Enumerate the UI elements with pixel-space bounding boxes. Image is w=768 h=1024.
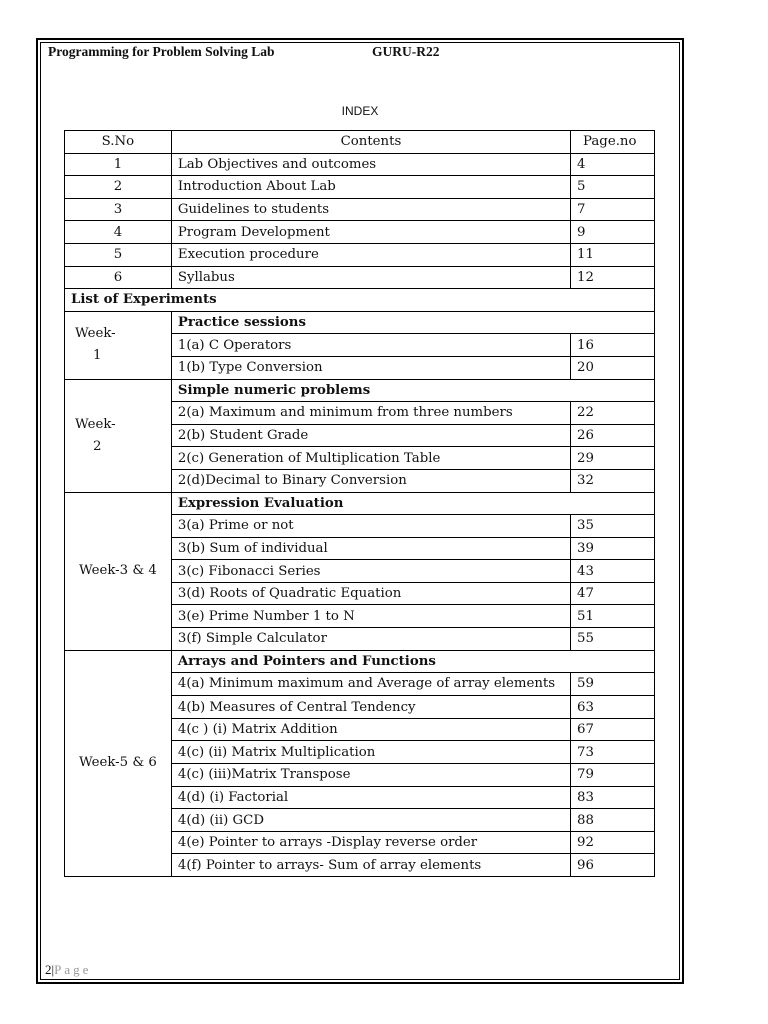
row-content: 4(f) Pointer to arrays- Sum of array elements xyxy=(171,854,570,877)
row-page: 26 xyxy=(571,424,655,447)
week-section-row xyxy=(65,311,655,334)
list-heading: List of Experiments xyxy=(65,289,655,312)
row-sno: 2 xyxy=(65,176,172,199)
table-row xyxy=(65,221,655,244)
row-content: 2(c) Generation of Multiplication Table xyxy=(171,447,570,470)
week-label-line2: 1 xyxy=(93,348,102,364)
row-content: Introduction About Lab xyxy=(171,176,570,199)
table-row xyxy=(65,266,655,289)
week-label xyxy=(65,311,172,379)
list-heading-row xyxy=(65,289,655,312)
row-page: 9 xyxy=(571,221,655,244)
index-table xyxy=(64,130,655,877)
table-row xyxy=(65,176,655,199)
row-page: 11 xyxy=(571,243,655,266)
row-content: 1(a) C Operators xyxy=(171,334,570,357)
row-page: 59 xyxy=(571,673,655,696)
row-sno: 5 xyxy=(65,243,172,266)
row-content: Guidelines to students xyxy=(171,198,570,221)
row-page: 35 xyxy=(571,515,655,538)
row-page: 4 xyxy=(571,153,655,176)
week-label-text: Week-3 & 4 xyxy=(79,563,157,579)
footer-separator: | xyxy=(51,962,55,977)
row-content: 3(a) Prime or not xyxy=(171,515,570,538)
row-page: 22 xyxy=(571,402,655,425)
row-page: 51 xyxy=(571,605,655,628)
week-label-line2: 2 xyxy=(93,438,102,454)
row-content: 3(b) Sum of individual xyxy=(171,537,570,560)
row-page: 96 xyxy=(571,854,655,877)
row-sno: 1 xyxy=(65,153,172,176)
section-heading: Practice sessions xyxy=(171,311,654,334)
row-content: 3(e) Prime Number 1 to N xyxy=(171,605,570,628)
table-row xyxy=(65,198,655,221)
week-section-row xyxy=(65,492,655,515)
row-content: 4(c) (ii) Matrix Multiplication xyxy=(171,741,570,764)
row-page: 43 xyxy=(571,560,655,583)
row-content: 3(d) Roots of Quadratic Equation xyxy=(171,582,570,605)
week-label xyxy=(65,650,172,876)
table-row xyxy=(65,243,655,266)
row-content: Syllabus xyxy=(171,266,570,289)
footer-page-number: 2 xyxy=(45,962,52,977)
row-content: 4(b) Measures of Central Tendency xyxy=(171,696,570,719)
row-content: 2(a) Maximum and minimum from three numbers xyxy=(171,402,570,425)
row-page: 88 xyxy=(571,809,655,832)
course-code: GURU-R22 xyxy=(372,44,440,59)
row-page: 16 xyxy=(571,334,655,357)
week-label-line1: Week- xyxy=(75,416,116,432)
section-heading: Simple numeric problems xyxy=(171,379,654,402)
table-header-row xyxy=(65,131,655,154)
row-content: 4(e) Pointer to arrays -Display reverse order xyxy=(171,831,570,854)
row-content: Execution procedure xyxy=(171,243,570,266)
footer-page-label: Page xyxy=(54,962,92,977)
week-label-text: Week-5 & 6 xyxy=(79,755,157,771)
row-sno: 4 xyxy=(65,221,172,244)
row-page: 20 xyxy=(571,356,655,379)
row-page: 92 xyxy=(571,831,655,854)
row-content: 4(c ) (i) Matrix Addition xyxy=(171,718,570,741)
row-sno: 6 xyxy=(65,266,172,289)
week-label xyxy=(65,492,172,650)
section-heading: Arrays and Pointers and Functions xyxy=(171,650,654,673)
row-content: 4(a) Minimum maximum and Average of array elements xyxy=(171,673,570,696)
row-page: 79 xyxy=(571,764,655,787)
section-heading: Expression Evaluation xyxy=(171,492,654,515)
row-page: 7 xyxy=(571,198,655,221)
row-sno: 3 xyxy=(65,198,172,221)
row-page: 73 xyxy=(571,741,655,764)
index-title: INDEX xyxy=(341,104,379,118)
week-label-line1: Week- xyxy=(75,326,116,342)
header-sno: S.No xyxy=(65,131,172,154)
row-page: 67 xyxy=(571,718,655,741)
row-content: 4(d) (i) Factorial xyxy=(171,786,570,809)
table-row xyxy=(65,153,655,176)
row-page: 39 xyxy=(571,537,655,560)
row-content: 3(f) Simple Calculator xyxy=(171,628,570,651)
row-content: 1(b) Type Conversion xyxy=(171,356,570,379)
row-content: 2(b) Student Grade xyxy=(171,424,570,447)
row-page: 63 xyxy=(571,696,655,719)
header-page: Page.no xyxy=(571,131,655,154)
row-page: 29 xyxy=(571,447,655,470)
row-content: 3(c) Fibonacci Series xyxy=(171,560,570,583)
row-page: 5 xyxy=(571,176,655,199)
week-section-row xyxy=(65,379,655,402)
row-content: 4(c) (iii)Matrix Transpose xyxy=(171,764,570,787)
row-page: 83 xyxy=(571,786,655,809)
week-section-row xyxy=(65,650,655,673)
row-page: 32 xyxy=(571,469,655,492)
row-page: 12 xyxy=(571,266,655,289)
row-content: Program Development xyxy=(171,221,570,244)
header-contents: Contents xyxy=(171,131,570,154)
course-title: Programming for Problem Solving Lab xyxy=(48,44,275,59)
row-page: 47 xyxy=(571,582,655,605)
page-footer xyxy=(45,962,91,978)
row-page: 55 xyxy=(571,628,655,651)
row-content: 2(d)Decimal to Binary Conversion xyxy=(171,469,570,492)
row-content: 4(d) (ii) GCD xyxy=(171,809,570,832)
week-label xyxy=(65,379,172,492)
row-content: Lab Objectives and outcomes xyxy=(171,153,570,176)
